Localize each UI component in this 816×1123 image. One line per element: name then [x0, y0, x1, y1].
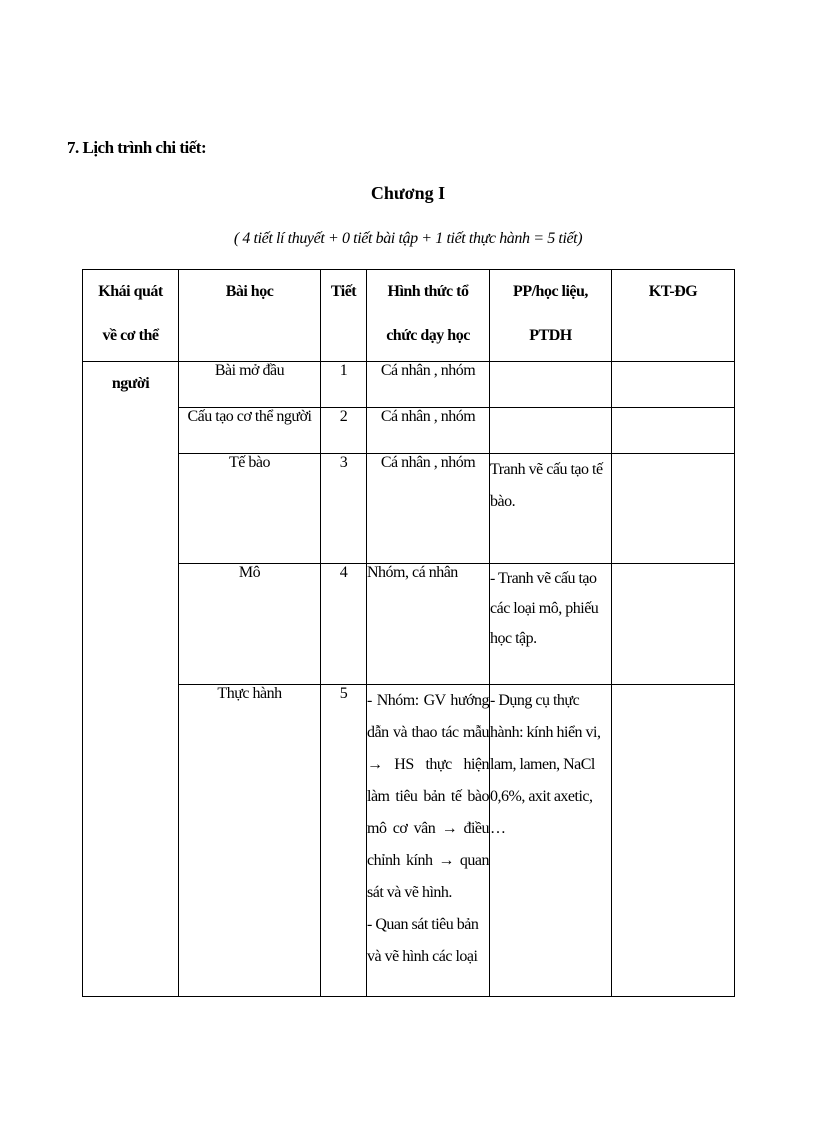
period-cell: 4: [321, 564, 367, 685]
form-text-1: - Nhóm: GV hướng dẫn và thao tác mẫu → HS thực hiện làm tiêu bản tế bào mô cơ vân → điều chỉnh kính → quan sát và vẽ hình.: [367, 692, 489, 901]
table-row: [83, 564, 735, 685]
table-row: [83, 408, 735, 454]
materials-cell: [490, 362, 612, 408]
assessment-cell: [612, 685, 735, 997]
schedule-table: [82, 269, 735, 997]
lesson-cell: Mô: [179, 564, 321, 685]
materials-cell: [490, 408, 612, 454]
assessment-cell: [612, 454, 735, 564]
table-row: [83, 362, 735, 408]
header-lesson: Bài học: [179, 270, 321, 362]
materials-cell: - Tranh vẽ cấu tạo các loại mô, phiếu học tập.: [490, 564, 612, 685]
header-topic: Khái quát về cơ thể: [83, 270, 179, 362]
chapter-subtitle: ( 4 tiết lí thuyết + 0 tiết bài tập + 1 tiết thực hành = 5 tiết): [233, 230, 583, 247]
form-cell: Cá nhân , nhóm: [367, 408, 490, 454]
form-text-3: và vẽ hình các loại: [367, 948, 478, 965]
header-period: Tiết: [321, 270, 367, 362]
table-row: [83, 454, 735, 564]
chapter-title: Chương I: [370, 183, 446, 203]
header-materials: PP/học liệu, PTDH: [490, 270, 612, 362]
table-row: [83, 685, 735, 997]
form-cell: Nhóm, cá nhân: [367, 564, 490, 685]
header-form: Hình thức tổ chức dạy học: [367, 270, 490, 362]
form-cell: [367, 685, 490, 997]
form-cell: Cá nhân , nhóm: [367, 454, 490, 564]
section-heading: 7. Lịch trình chi tiết:: [67, 138, 207, 157]
period-cell: 2: [321, 408, 367, 454]
form-cell: Cá nhân , nhóm: [367, 362, 490, 408]
lesson-cell: Thực hành: [179, 685, 321, 997]
lesson-cell: Cấu tạo cơ thể người: [179, 408, 321, 454]
period-cell: 1: [321, 362, 367, 408]
assessment-cell: [612, 362, 735, 408]
lesson-cell: Bài mở đầu: [179, 362, 321, 408]
materials-cell: Tranh vẽ cấu tạo tế bào.: [490, 454, 612, 564]
period-cell: 5: [321, 685, 367, 997]
assessment-cell: [612, 564, 735, 685]
assessment-cell: [612, 408, 735, 454]
header-assessment: KT-ĐG: [612, 270, 735, 362]
table-header-row: [83, 270, 735, 362]
form-text-2: - Quan sát tiêu bản: [367, 916, 479, 933]
lesson-cell: Tế bào: [179, 454, 321, 564]
materials-cell: - Dụng cụ thực hành: kính hiển vi, lam, lamen, NaCl 0,6%, axit axetic, …: [490, 685, 612, 997]
period-cell: 3: [321, 454, 367, 564]
topic-cell: người: [83, 362, 179, 997]
